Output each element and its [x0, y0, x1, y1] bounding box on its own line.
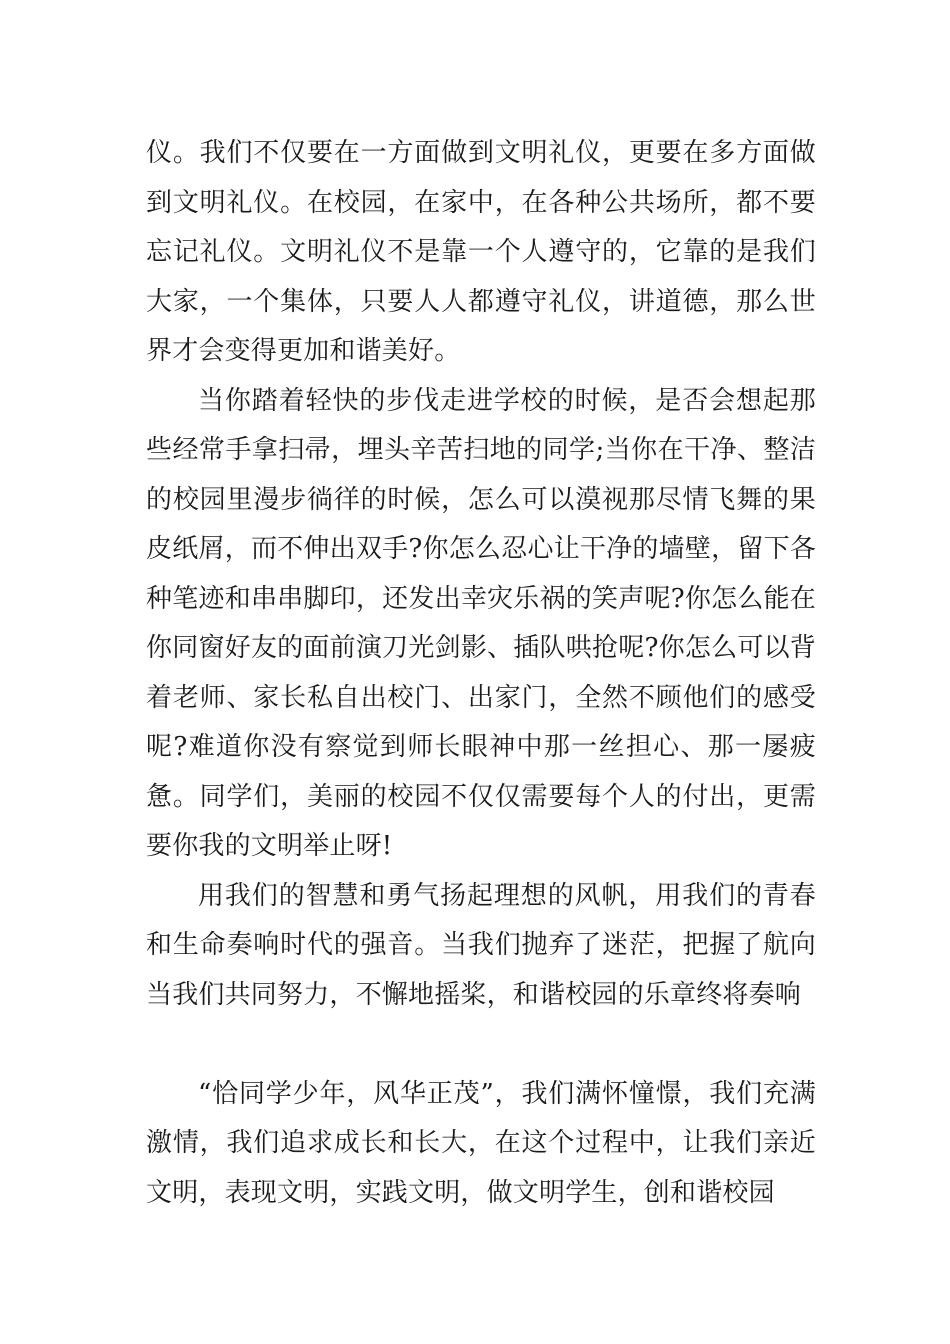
- paragraph-spacer: [146, 1020, 816, 1070]
- paragraph-1: 仪。我们不仅要在一方面做到文明礼仪，更要在多方面做到文明礼仪。在校园，在家中，在各种公共场所，都不要忘记礼仪。文明礼仪不是靠一个人遵守的，它靠的是我们大家，一个集体，只要人人都遵守礼仪，讲道德，那么世界才会变得更加和谐美好。: [146, 138, 816, 366]
- paragraph-3: 用我们的智慧和勇气扬起理想的风帆，用我们的青春和生命奏响时代的强音。当我们抛弃了迷茫，把握了航向当我们共同努力，不懈地摇桨，和谐校园的乐章终将奏响: [146, 880, 816, 1010]
- paragraph-4: “恰同学少年，风华正茂”，我们满怀憧憬，我们充满激情，我们追求成长和长大，在这个过程中，让我们亲近文明，表现文明，实践文明，做文明学生，创和谐校园: [146, 1078, 816, 1208]
- document-body: [146, 129, 816, 1218]
- paragraph-2: 当你踏着轻快的步伐走进学校的时候，是否会想起那些经常手拿扫帚，埋头辛苦扫地的同学;当你在干净、整洁的校园里漫步徜徉的时候，怎么可以漠视那尽情飞舞的果皮纸屑，而不伸出双手?你怎么忍心让干净的墙壁，留下各种笔迹和串串脚印，还发出幸灾乐祸的笑声呢?你怎么能在你同窗好友的面前演刀光剑影、插队哄抢呢?你怎么可以背着老师、家长私自出校门、出家门，全然不顾他们的感受呢?难道你没有察觉到师长眼神中那一丝担心、那一屡疲惫。同学们，美丽的校园不仅仅需要每个人的付出，更需要你我的文明举止呀!: [146, 385, 816, 861]
